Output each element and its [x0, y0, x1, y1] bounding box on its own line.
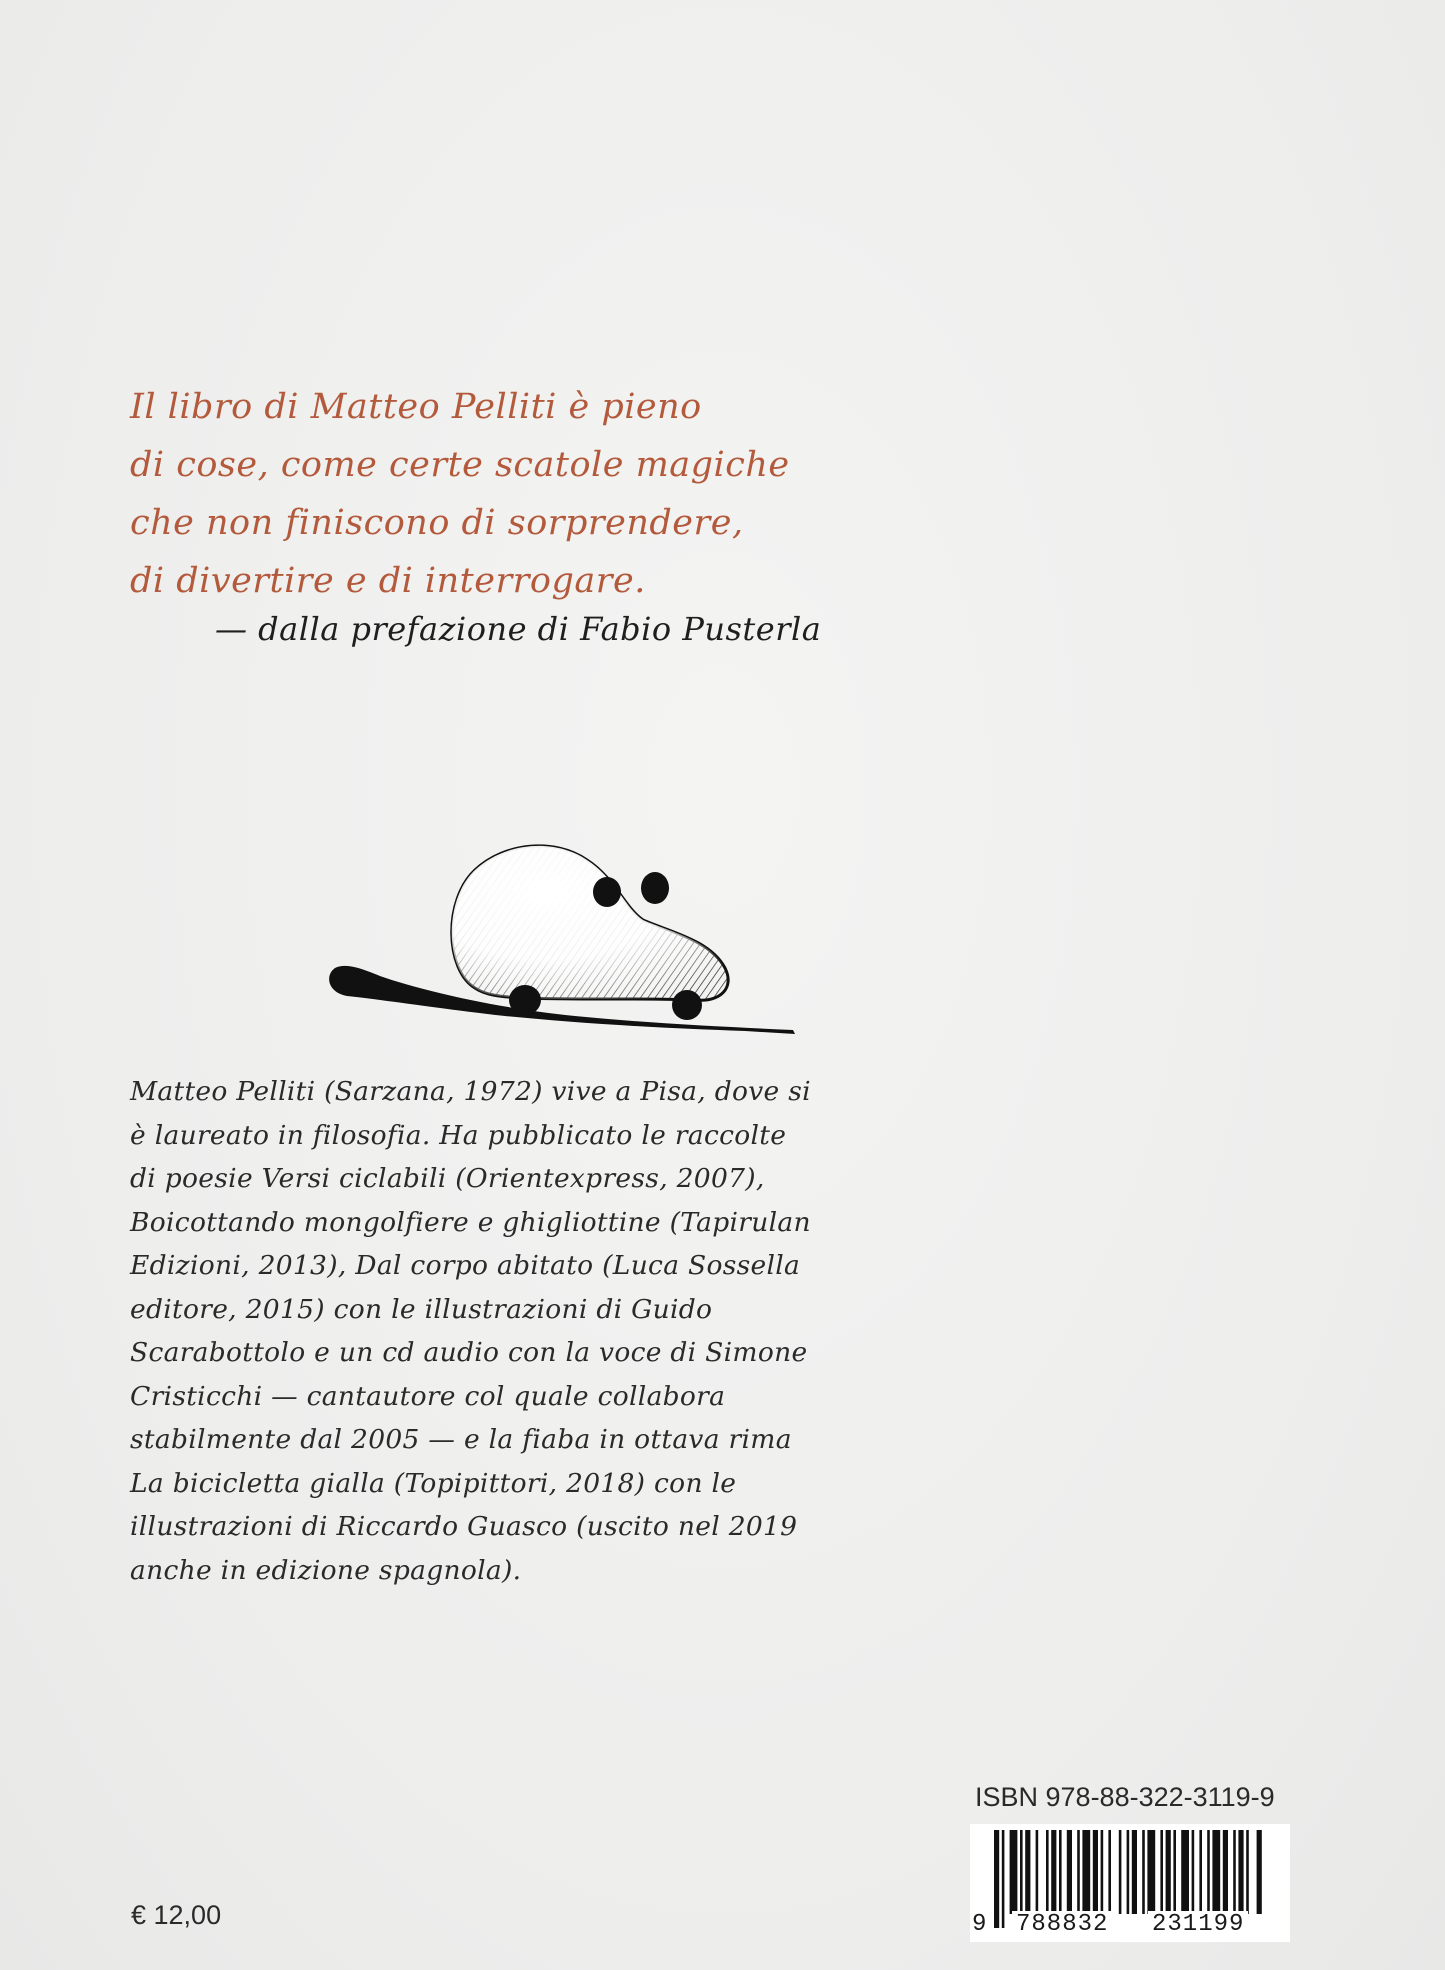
bio-line: Edizioni, 2013), Dal corpo abitato (Luca Sossella — [130, 1250, 801, 1281]
barcode-bar — [1046, 1830, 1049, 1914]
barcode-bar — [1147, 1830, 1155, 1914]
bio-line: Boicottando mongolfiere e ghigliottine (Tapirulan — [130, 1206, 811, 1238]
barcode-digit-first: 9 — [972, 1911, 987, 1938]
barcode-digits — [970, 1911, 1290, 1941]
barcode-bar — [1101, 1830, 1104, 1914]
quote-line: che non finiscono di sorprendere, — [130, 503, 744, 543]
bio-line: illustrazioni di Riccardo Guasco (uscito nel 2019 — [130, 1511, 798, 1542]
barcode-bar — [1132, 1830, 1137, 1914]
blurb-quote — [130, 378, 850, 610]
barcode-bar — [1142, 1830, 1145, 1914]
barcode — [970, 1824, 1290, 1942]
bio-line: di poesie Versi ciclabili (Orientexpress, 2007), — [130, 1163, 765, 1194]
quote-line: Il libro di Matteo Pelliti è pieno — [130, 387, 702, 427]
bio-line: editore, 2015) con le illustrazioni di Guido — [130, 1293, 713, 1325]
barcode-bar — [1192, 1830, 1195, 1914]
barcode-bar — [1108, 1830, 1111, 1914]
barcode-bar — [1010, 1830, 1018, 1914]
barcode-bar — [1067, 1830, 1072, 1914]
quote-line: di cose, come certe scatole magiche — [130, 445, 790, 485]
barcode-bar — [1077, 1830, 1080, 1914]
price-label: € 12,00 — [131, 1900, 222, 1930]
quote-attribution: — dalla prefazione di Fabio Pusterla — [215, 610, 822, 648]
bio-line: Cristicchi — cantautore col quale collabora — [130, 1380, 726, 1412]
bio-line: Scarabottolo e un cd audio con la voce di Simone — [130, 1337, 808, 1368]
barcode-bar — [1212, 1830, 1220, 1914]
bio-line: anche in edizione spagnola). — [130, 1554, 522, 1586]
bio-line: è laureato in filosofia. Ha pubblicato le raccolte — [130, 1119, 787, 1151]
car-illustration — [325, 820, 815, 1060]
barcode-bar — [1036, 1830, 1039, 1914]
bio-line: stabilmente dal 2005 — e la fiaba in ottava rima — [130, 1424, 792, 1455]
barcode-bar — [1020, 1830, 1023, 1914]
barcode-bar — [1257, 1830, 1262, 1914]
barcode-bar — [1199, 1830, 1202, 1914]
barcode-bar — [1059, 1830, 1062, 1914]
isbn-label: ISBN 978-88-322-3119-9 — [975, 1782, 1275, 1812]
bio-line: La bicicletta gialla (Topipittori, 2018) con le — [130, 1467, 737, 1499]
barcode-bar — [1246, 1830, 1249, 1914]
cartoon-car-with-eyes-icon — [325, 820, 815, 1060]
barcode-bar — [1238, 1830, 1243, 1914]
barcode-bar — [1025, 1830, 1030, 1914]
barcode-digits-left: 788832 — [1012, 1911, 1112, 1938]
isbn-block — [970, 1782, 1300, 1952]
barcode-digits-right: 231199 — [1148, 1911, 1248, 1938]
barcode-bar — [1051, 1830, 1056, 1914]
barcode-bar — [1082, 1830, 1090, 1914]
barcode-bar — [1173, 1830, 1176, 1914]
barcode-bar — [1207, 1830, 1210, 1914]
barcode-bar — [1233, 1830, 1236, 1914]
barcode-bar — [1127, 1830, 1130, 1914]
barcode-bar — [1119, 1830, 1122, 1914]
barcode-bar — [1166, 1830, 1171, 1914]
author-bio — [130, 1070, 810, 1592]
quote-line: di divertire e di interrogare. — [130, 561, 646, 601]
bio-line: Matteo Pelliti (Sarzana, 1972) vive a Pisa, dove si — [130, 1076, 811, 1107]
barcode-bar — [1223, 1830, 1228, 1914]
barcode-bar — [1181, 1830, 1189, 1914]
barcode-bar — [1093, 1830, 1098, 1914]
